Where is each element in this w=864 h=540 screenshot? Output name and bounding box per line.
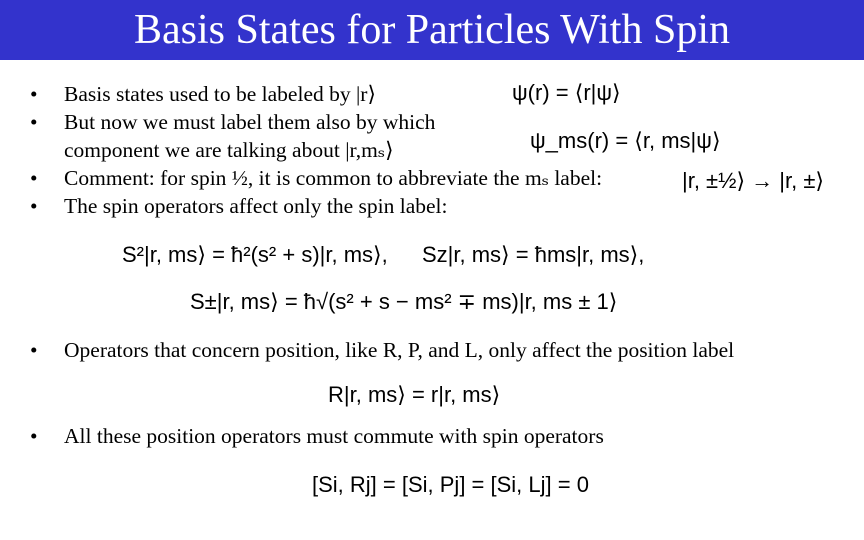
bullet-spin-operators: [30, 192, 448, 220]
bullet-text: The spin operators affect only the spin label:: [64, 194, 448, 218]
equation-position-operator: R|r, ms⟩ = r|r, ms⟩: [328, 382, 501, 407]
bullet-dot: •: [30, 110, 38, 134]
equation-commutators: [Si, Rj] = [Si, Pj] = [Si, Lj] = 0: [312, 472, 589, 497]
equation-wavefunction-spin: ψ_ms(r) = ⟨r, ms|ψ⟩: [530, 128, 721, 153]
slide-title: Basis States for Particles With Spin: [0, 0, 864, 60]
bullet-text: Comment: for spin ½, it is common to abbreviate the mₛ label:: [64, 166, 603, 190]
bullet-label-component-cont: [30, 136, 394, 164]
bullet-dot: •: [30, 194, 38, 218]
bullet-dot: •: [30, 338, 38, 362]
bullet-dot: •: [30, 424, 38, 448]
bullet-text: component we are talking about |r,mₛ⟩: [64, 138, 394, 162]
bullet-text: But now we must label them also by which: [64, 110, 436, 134]
bullet-comment: [30, 164, 602, 192]
equation-s-squared: S²|r, ms⟩ = ħ²(s² + s)|r, ms⟩,: [122, 242, 388, 267]
bullet-label-component: [30, 108, 435, 136]
bullet-text: All these position operators must commute with spin operators: [64, 424, 604, 448]
bullet-dot: •: [30, 82, 38, 106]
equation-s-plus-minus: S±|r, ms⟩ = ħ√(s² + s − ms² ∓ ms)|r, ms ± 1⟩: [190, 289, 618, 314]
bullet-commute: [30, 422, 604, 450]
bullet-basis-states: [30, 80, 376, 108]
bullet-text: Operators that concern position, like R, P, and L, only affect the position label: [64, 338, 735, 362]
equation-wavefunction: ψ(r) = ⟨r|ψ⟩: [512, 80, 621, 105]
bullet-text: Basis states used to be labeled by |r⟩: [64, 82, 376, 106]
bullet-dot: •: [30, 166, 38, 190]
equation-spin-half-abbrev: |r, ±½⟩ → |r, ±⟩: [682, 168, 824, 193]
bullet-position-operators: [30, 336, 734, 364]
equation-s-z: Sz|r, ms⟩ = ħms|r, ms⟩,: [422, 242, 645, 267]
